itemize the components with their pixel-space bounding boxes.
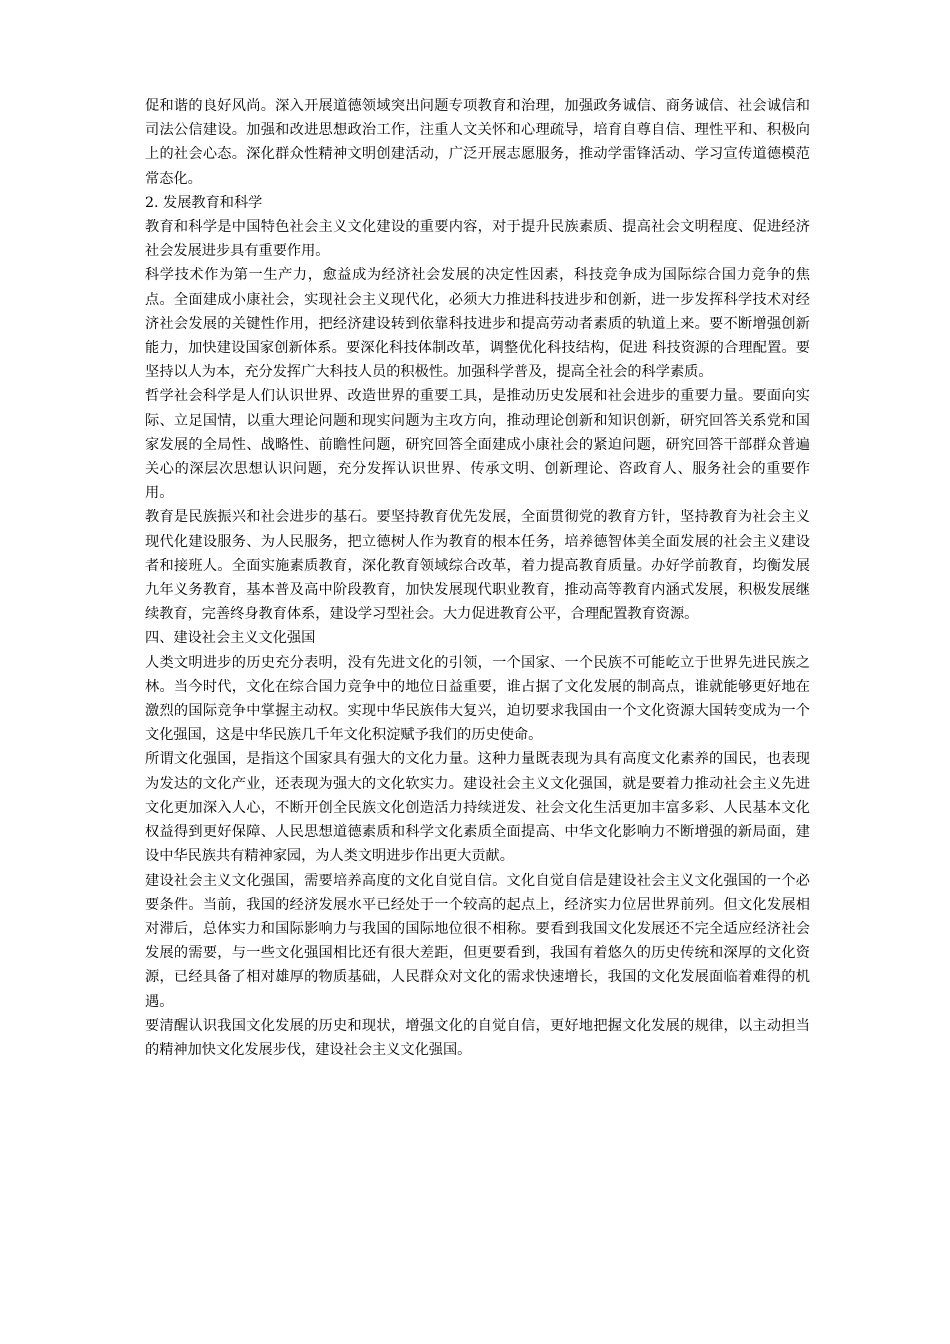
paragraph: 教育和科学是中国特色社会主义文化建设的重要内容，对于提升民族素质、提高社会文明程度、促进经济社会发展进步具有重要作用。 <box>145 219 810 260</box>
paragraph: 科学技术作为第一生产力，愈益成为经济社会发展的决定性因素，科技竞争成为国际综合国力竞争的焦点。全面建成小康社会，实现社会主义现代化，必须大力推进科技进步和创新，进一步发挥科学技术对经济社会发展的关键性作用，把经济建设转到依靠科技进步和提高劳动者素质的轨道上来。要不断增强创新能力，加快建设国家创新体系。要深化科技体制改革，调整优化科技结构，促进 科技资源的合理配置。要坚持以人为本，充分发挥广大科技人员的积极性。加强科学普及，提高全社会的科学素质。 <box>145 267 810 381</box>
document-body <box>145 94 810 1062</box>
paragraph: 促和谐的良好风尚。深入开展道德领域突出问题专项教育和治理，加强政务诚信、商务诚信、社会诚信和司法公信建设。加强和改进思想政治工作，注重人文关怀和心理疏导，培育自尊自信、理性平和、积极向上的社会心态。深化群众性精神文明创建活动，广泛开展志愿服务，推动学雷锋活动、学习宣传道德模范常态化。 <box>145 98 810 187</box>
paragraph: 要清醒认识我国文化发展的历史和现状，增强文化的自觉自信，更好地把握文化发展的规律，以主动担当的精神加快文化发展步伐，建设社会主义文化强国。 <box>145 1017 810 1058</box>
paragraph: 教育是民族振兴和社会进步的基石。要坚持教育优先发展，全面贯彻党的教育方针，坚持教育为社会主义现代化建设服务、为人民服务，把立德树人作为教育的根本任务，培养德智体美全面发展的社会主义建设者和接班人。全面实施素质教育，深化教育领域综合改革，着力提高教育质量。办好学前教育，均衡发展九年义务教育，基本普及高中阶段教育，加快发展现代职业教育，推动高等教育内涵式发展，积极发展继续教育，完善终身教育体系，建设学习型社会。大力促进教育公平，合理配置教育资源。 <box>145 509 810 623</box>
section-heading: 2. 发展教育和科学 <box>145 194 263 211</box>
paragraph: 所谓文化强国，是指这个国家具有强大的文化力量。这种力量既表现为具有高度文化素养的国民，也表现为发达的文化产业，还表现为强大的文化软实力。建设社会主义文化强国，就是要着力推动社会主义先进文化更加深入人心，不断开创全民族文化创造活力持续迸发、社会文化生活更加丰富多彩、人民基本文化权益得到更好保障、人民思想道德素质和科学文化素质全面提高、中华文化影响力不断增强的新局面，建设中华民族共有精神家园，为人类文明进步作出更大贡献。 <box>145 751 810 865</box>
paragraph: 人类文明进步的历史充分表明，没有先进文化的引领，一个国家、一个民族不可能屹立于世界先进民族之林。当今时代，文化在综合国力竞争中的地位日益重要，谁占据了文化发展的制高点，谁就能够更好地在激烈的国际竞争中掌握主动权。实现中华民族伟大复兴，迫切要求我国由一个文化资源大国转变成为一个文化强国，这是中华民族几千年文化积淀赋予我们的历史使命。 <box>145 654 810 744</box>
section-heading: 四、建设社会主义文化强国 <box>145 630 316 647</box>
paragraph: 哲学社会科学是人们认识世界、改造世界的重要工具，是推动历史发展和社会进步的重要力量。要面向实际、立足国情，以重大理论问题和现实问题为主攻方向，推动理论创新和知识创新，研究回答关系党和国家发展的全局性、战略性、前瞻性问题，研究回答全面建成小康社会的紧迫问题，研究回答干部群众普遍关心的深层次思想认识问题，充分发挥认识世界、传承文明、创新理论、咨政育人、服务社会的重要作用。 <box>145 388 810 502</box>
paragraph: 建设社会主义文化强国，需要培养高度的文化自觉自信。文化自觉自信是建设社会主义文化强国的一个必要条件。当前，我国的经济发展水平已经处于一个较高的起点上，经济实力位居世界前列。但文化发展相对滞后，总体实力和国际影响力与我国的国际地位很不相称。要看到我国文化发展还不完全适应经济社会发展的需要，与一些文化强国相比还有很大差距，但更要看到，我国有着悠久的历史传统和深厚的文化资源，已经具备了相对雄厚的物质基础，人民群众对文化的需求快速增长，我国的文化发展面临着难得的机遇。 <box>145 872 810 1010</box>
